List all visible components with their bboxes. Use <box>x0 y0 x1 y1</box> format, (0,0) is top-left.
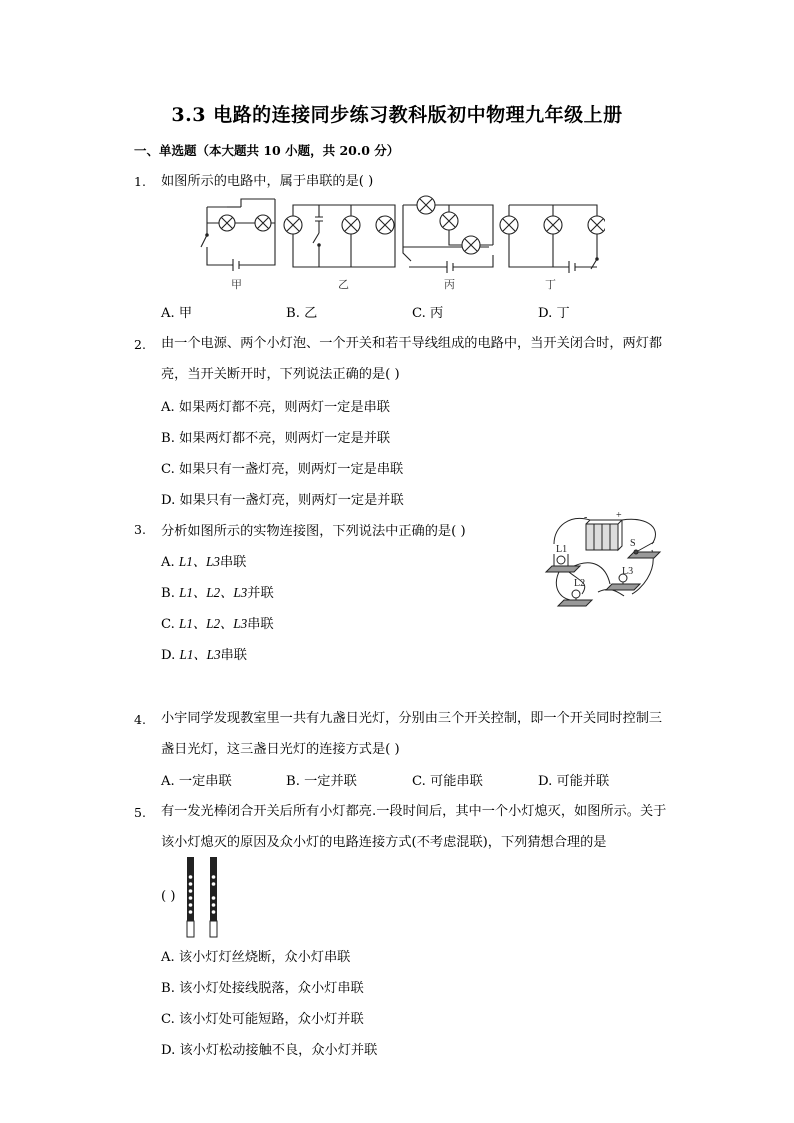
label-l3: L3 <box>622 566 634 577</box>
diagram-caption: 乙 <box>338 278 349 291</box>
option-c[interactable]: C. 该小灯处可能短路，众小灯并联 <box>161 1012 364 1027</box>
option-d[interactable]: D. 该小灯松动接触不良，众小灯并联 <box>161 1043 378 1058</box>
circuit-bing <box>403 196 493 273</box>
option-d[interactable]: D. 可能并联 <box>538 774 610 789</box>
option-text: 串联 <box>219 555 247 570</box>
lamp-l1 <box>546 554 580 572</box>
diagram-caption: 丁 <box>545 278 556 291</box>
option-d[interactable] <box>161 644 247 663</box>
question-stem: 如图所示的电路中，属于串联的是( ) <box>161 174 374 189</box>
option-text: 串联 <box>247 617 274 632</box>
option-letter: A. <box>161 555 175 570</box>
question-number: 3. <box>134 522 146 537</box>
option-c[interactable] <box>161 613 274 632</box>
option-a[interactable]: A. 甲 <box>161 306 193 321</box>
question-stem: 有一发光棒闭合开关后所有小灯都亮.一段时间后，其中一个小灯熄灭，如图所示。关于该小灯熄灭的原因及众小灯的电路连接方式(不考虑混联)，下列猜想合理的是 <box>161 804 667 850</box>
label-l1: L1 <box>556 544 568 555</box>
option-b[interactable]: B. 乙 <box>286 306 318 321</box>
question-number: 5. <box>134 805 146 820</box>
question-number: 2. <box>134 337 146 352</box>
option-b[interactable]: B. 一定并联 <box>286 774 357 789</box>
lamp-labels: L1、L2、L3 <box>179 585 248 600</box>
label-plus: + <box>616 512 622 521</box>
question-paren: ( ) <box>161 889 176 904</box>
option-c[interactable]: C. 丙 <box>412 306 444 321</box>
option-c[interactable]: C. 如果只有一盏灯亮，则两灯一定是串联 <box>161 462 404 477</box>
option-letter: D. <box>161 648 176 663</box>
battery-icon <box>586 520 622 550</box>
option-b[interactable]: B. 该小灯处接线脱落，众小灯串联 <box>161 981 364 996</box>
option-b[interactable] <box>161 582 274 601</box>
option-d[interactable]: D. 如果只有一盏灯亮，则两灯一定是并联 <box>161 493 404 508</box>
label-s: S <box>630 538 636 549</box>
circuit-yi <box>284 205 395 267</box>
page-title: 3.3 电路的连接同步练习教科版初中物理九年级上册 <box>171 104 623 126</box>
question-stem: 由一个电源、两个小灯泡、一个开关和若干导线组成的电路中，当开关闭合时，两灯都亮，当开关断开时，下列说法正确的是( ) <box>161 336 663 382</box>
question-number: 1. <box>134 174 146 189</box>
lamp-l2 <box>558 590 592 606</box>
lamp-labels: L1、L2、L3 <box>179 616 248 631</box>
option-b[interactable]: B. 如果两灯都不亮，则两灯一定是并联 <box>161 431 391 446</box>
light-stick-figure <box>184 857 224 939</box>
diagram-caption: 丙 <box>444 278 455 291</box>
label-minus: - <box>584 512 588 523</box>
option-d[interactable]: D. 丁 <box>538 306 570 321</box>
physical-circuit-figure <box>540 512 665 612</box>
option-letter: C. <box>161 617 175 632</box>
option-letter: B. <box>161 586 175 601</box>
diagram-caption: 甲 <box>231 278 242 291</box>
circuit-jia <box>201 199 275 271</box>
question-number: 4. <box>134 712 146 727</box>
circuit-ding <box>500 205 605 273</box>
option-c[interactable]: C. 可能串联 <box>412 774 483 789</box>
section-heading: 一、单选题（本大题共 10 小题，共 20.0 分） <box>134 143 400 158</box>
light-stick-left <box>187 857 194 937</box>
option-a[interactable]: A. 如果两灯都不亮，则两灯一定是串联 <box>161 400 390 415</box>
option-a[interactable]: A. 一定串联 <box>161 774 232 789</box>
lamp-labels: L1、L3 <box>178 554 220 569</box>
lamp-labels: L1、L3 <box>179 647 221 662</box>
label-l2: L2 <box>574 578 586 589</box>
option-text: 串联 <box>220 648 247 663</box>
option-a[interactable]: A. 该小灯灯丝烧断，众小灯串联 <box>161 950 351 965</box>
option-text: 并联 <box>247 586 274 601</box>
light-stick-right <box>210 857 217 937</box>
circuit-diagrams <box>195 195 605 275</box>
option-a[interactable] <box>161 551 246 570</box>
question-stem: 小宇同学发现教室里一共有九盏日光灯，分别由三个开关控制，即一个开关同时控制三盏日光灯，这三盏日光灯的连接方式是( ) <box>161 711 663 757</box>
question-stem: 分析如图所示的实物连接图，下列说法中正确的是( ) <box>161 524 466 539</box>
